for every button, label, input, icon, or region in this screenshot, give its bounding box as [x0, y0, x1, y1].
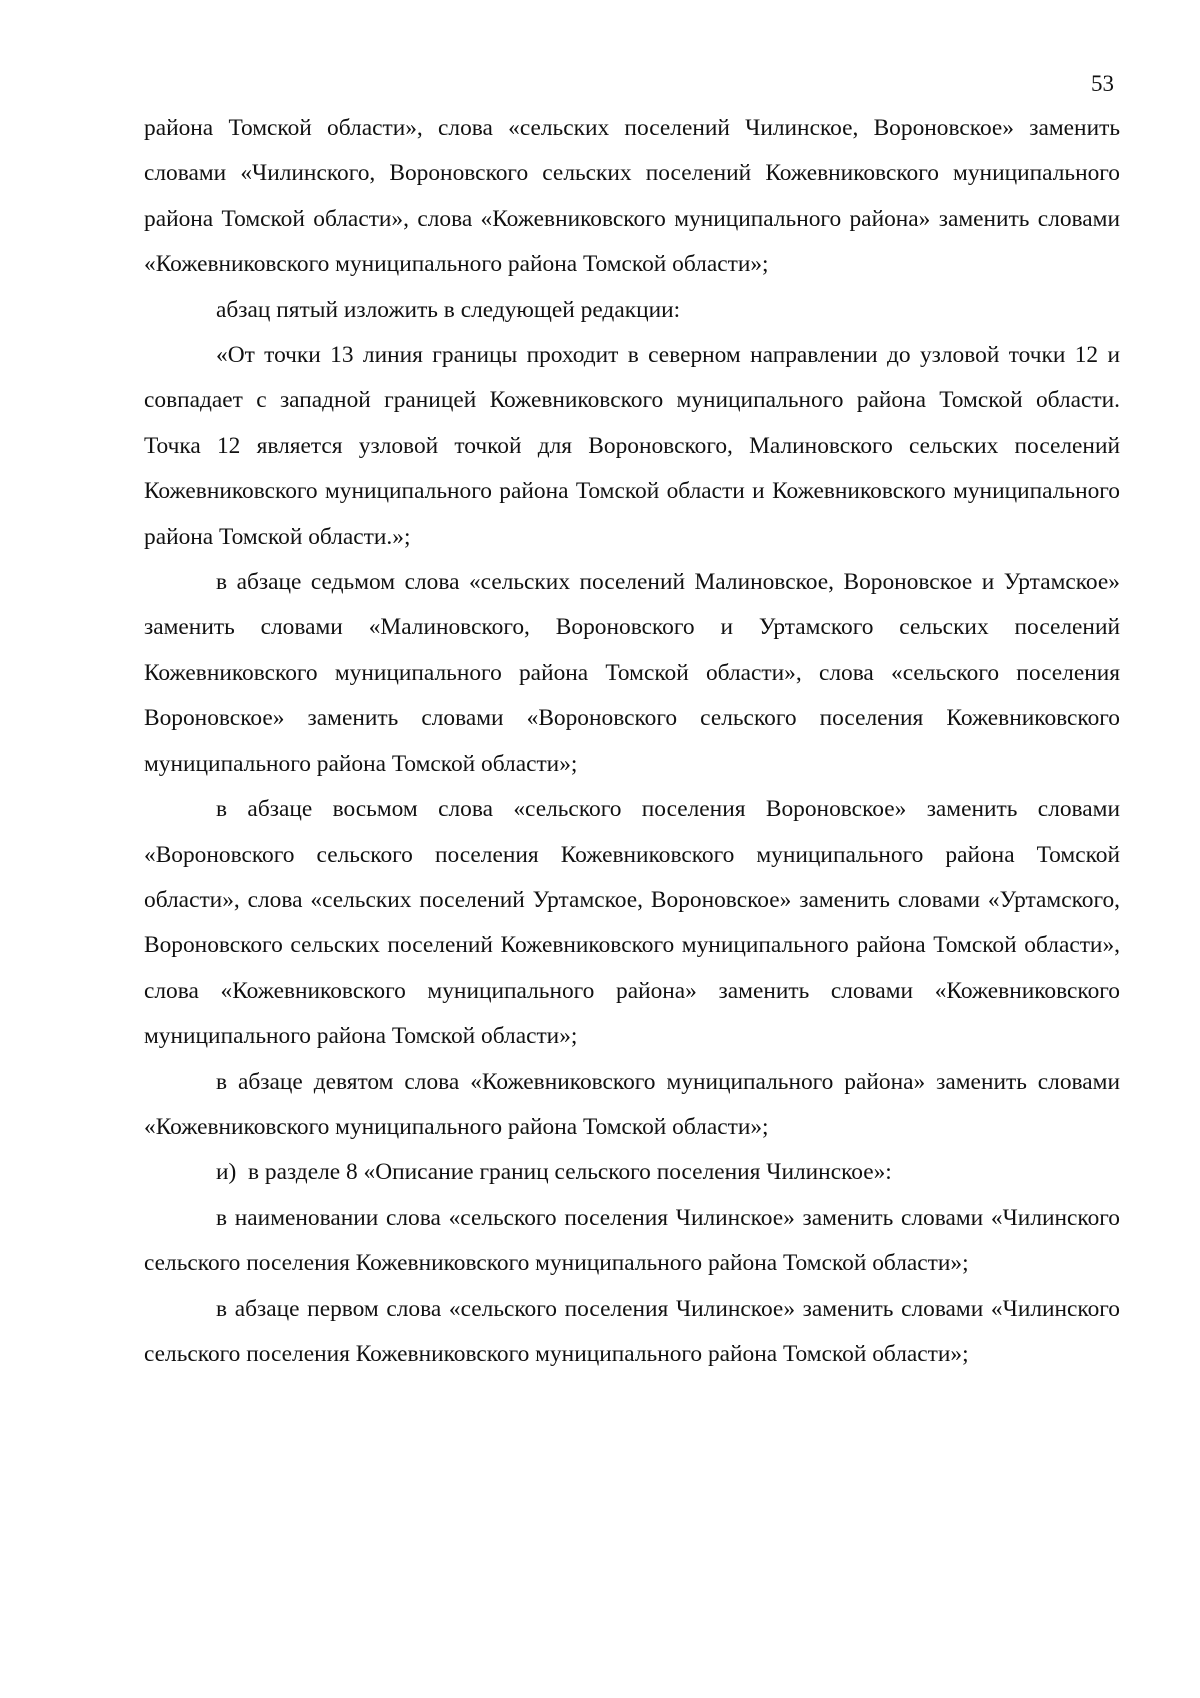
paragraph-3: «От точки 13 линия границы проходит в северном направлении до узловой точки 12 и совпадает с западной границей Кожевниковского муниципального района Томской области. Точка 12 является узловой точкой для Вороновского, Малиновского сельских поселений Кожевниковского муниципального района Томской области и Кожевниковского муниципального района Томской области.»; — [144, 342, 1120, 550]
paragraph-1: района Томской области», слова «сельских поселений Чилинское, Вороновское» заменить словами «Чилинского, Вороновского сельских поселений Кожевниковского муниципального района Томской области», слова «Кожевниковского муниципального района» заменить словами «Кожевниковского муниципального района Томской области»; — [144, 115, 1120, 278]
paragraph-5: в абзаце восьмом слова «сельского поселения Вороновское» заменить словами «Вороновского сельского поселения Кожевниковского муниципального района Томской области», слова «сельских поселений Уртамское, Вороновское» заменить словами «Уртамского, Вороновского сельских поселений Кожевниковского муниципального района Томской области», слова «Кожевниковского муниципального района» заменить словами «Кожевниковского муниципального района Томской области»; — [144, 796, 1120, 1050]
page-number: 53 — [1091, 71, 1114, 96]
paragraph-7: и) в разделе 8 «Описание границ сельского поселения Чилинское»: — [216, 1159, 892, 1186]
paragraph-6: в абзаце девятом слова «Кожевниковского муниципального района» заменить словами «Кожевниковского муниципального района Томской области»; — [144, 1068, 1120, 1140]
paragraph-2: абзац пятый изложить в следующей редакции: — [216, 296, 681, 323]
paragraph-8: в наименовании слова «сельского поселения Чилинское» заменить словами «Чилинского сельского поселения Кожевниковского муниципального района Томской области»; — [144, 1204, 1120, 1277]
document-body — [144, 106, 1120, 1377]
paragraph-4: в абзаце седьмом слова «сельских поселений Малиновское, Вороновское и Уртамское» заменить словами «Малиновского, Вороновского и Уртамского сельских поселений Кожевниковского муниципального района Томской области», слова «сельского поселения Вороновское» заменить словами «Вороновского сельского поселения Кожевниковского муниципального района Томской области»; — [144, 569, 1120, 777]
paragraph-9: в абзаце первом слова «сельского поселения Чилинское» заменить словами «Чилинского сельского поселения Кожевниковского муниципального района Томской области»; — [144, 1295, 1120, 1367]
